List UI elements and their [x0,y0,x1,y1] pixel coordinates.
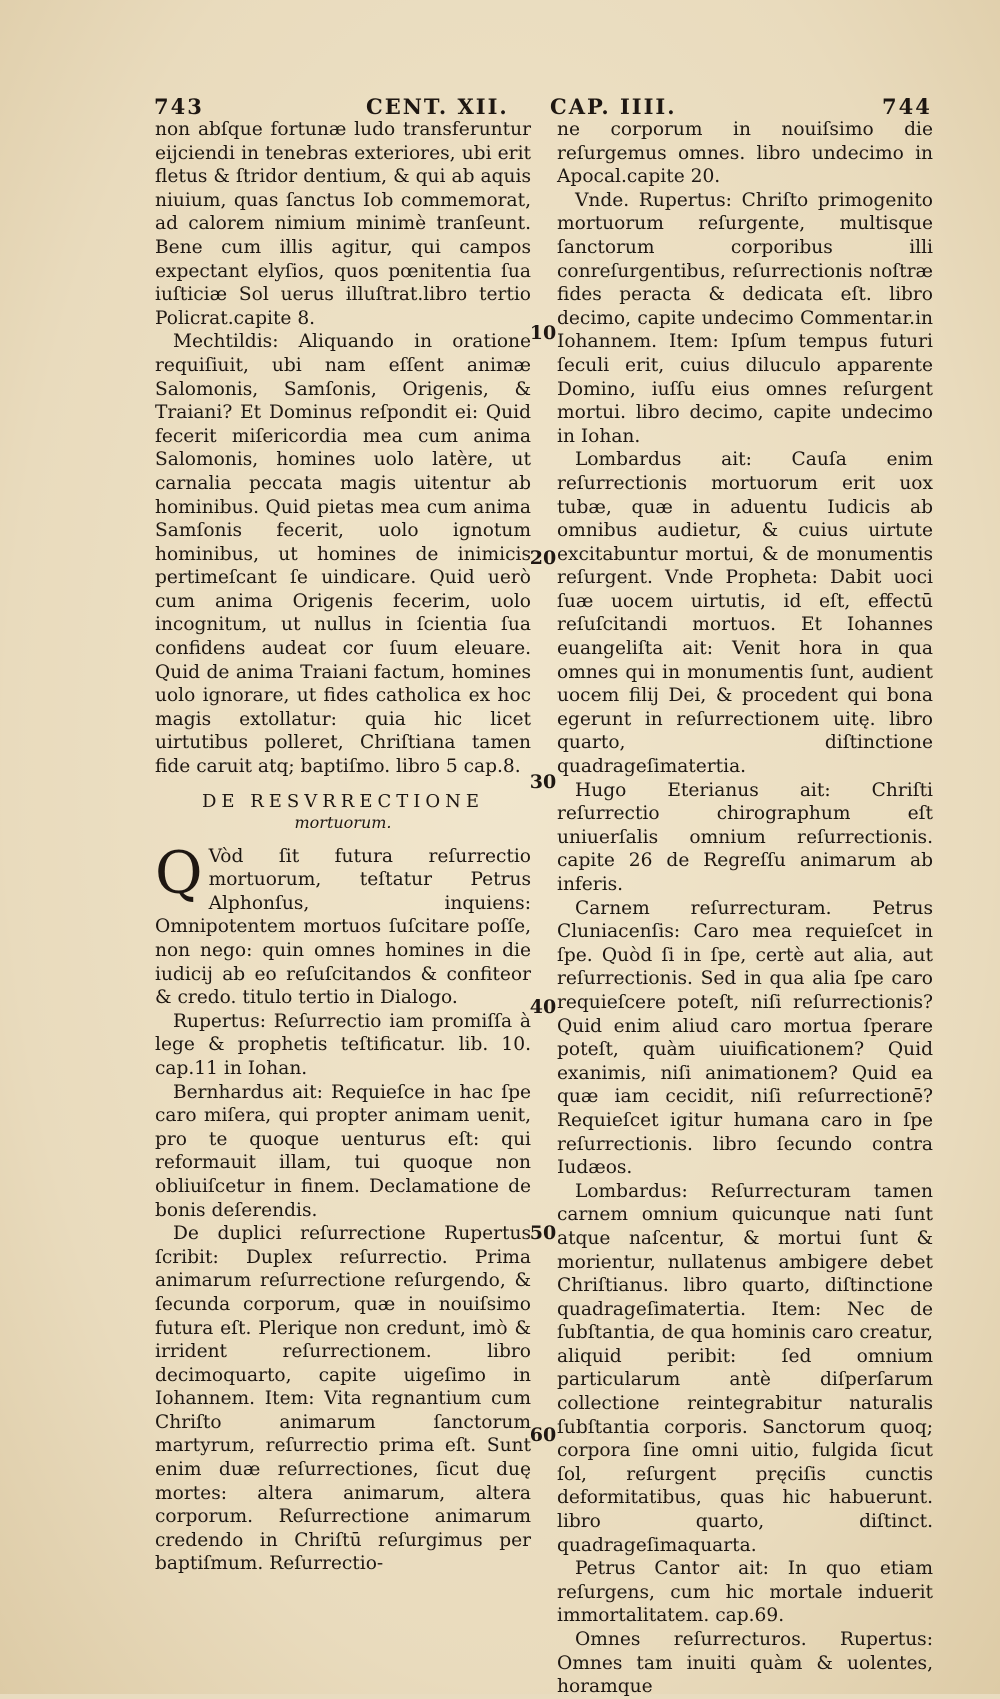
paragraph: Petrus Cantor ait: In quo etiam reſurgens, cum hic mortale induerit immortalitatem. cap.69. [557,1558,933,1627]
section-subheading: mortuorum. [294,812,392,832]
line-number: 40 [529,996,557,1018]
paragraph-with-dropcap [155,838,531,1010]
line-number: 50 [529,1222,557,1244]
paragraph: ne corporum in nouiſsimo die reſurgemus omnes. libro undecimo in Apocal.capite 20. [557,119,933,188]
paragraph: Mechtildis: Aliquando in oratione requiſiuit, ubi nam eſſent animæ Salomonis, Samſonis, Origenis, & Traiani? Et Dominus reſpondit ei: Quid fecerit miſericordia mea cum anima Salomonis, homines uolo latère, ut carnalia peccata magis uitentur ab hominibus. Quid pietas mea cum anima Samſonis fecerit, uolo ignotum hominibus, ut homines de inimicis pertimeſcant ſe uindicare. Quid uerò cum anima Origenis fecerim, uolo incognitum, ut nullus in ſcientia ſua confidens audeat cor ſuum eleuare. Quid de anima Traiani factum, homines uolo ignorare, ut fides catholica ex hoc magis extollatur: quia hic licet uirtutibus polleret, Chriſtiana tamen fide caruit atq; baptiſmo. libro 5 cap.8. [155,331,531,778]
running-title-left: CENT. XII. [366,94,509,119]
line-number: 30 [529,771,557,793]
paragraph: Carnem reſurrecturam. Petrus Cluniacenſis: Caro mea requieſcet in ſpe. Quòd ſi in ſpe, certè aut alia, aut reſurrectionis. Sed in qua alia ſpe caro requieſcere poteſt, niſi reſurrectionis? Quid enim aliud caro mortua ſperare poteſt, quàm uiuificationem? Quid exanimis, niſi animationem? Quid ea quæ iam cecidit, niſi reſurrectionē? Requieſcet igitur humana caro in ſpe reſurrectionis. libro ſecundo contra Iudæos. [557,897,933,1179]
drop-cap-letter: Q [155,838,203,907]
left-column [155,118,531,1576]
paragraph: Lombardus ait: Cauſa enim reſurrectionis mortuorum erit uox tubæ, quæ in aduentu Iudicis ab omnibus audietur, & cuius uirtute excitabuntur mortui, & de monumentis reſurgent. Vnde Propheta: Dabit uoci ſuæ uocem uirtutis, id eſt, effectū reſuſcitandi mortuos. Et Iohannes euangeliſta ait: Venit hora in qua omnes qui in monumentis ſunt, audient uocem filij Dei, & procedent qui bona egerunt in reſurrectionem uitę. libro quarto, diſtinctione quadrageſimatertia. [557,449,933,778]
page-number-left: 743 [154,94,204,119]
line-number: 10 [529,322,557,344]
paragraph: Rupertus: Reſurrectio iam promiſſa à lege & prophetis teſtificatur. lib. 10. cap.11 in Iohan. [155,1010,531,1079]
paragraph: non abſque fortunæ ludo transferuntur eijciendi in tenebras exteriores, ubi erit fletus & ſtridor dentium, & qui ab aquis niuium, quas ſanctus Iob commemorat, ad calorem nimium minimè tranſeunt. Bene cum illis agitur, qui campos expectant elyſios, quos pœnitentia ſua iuſticiæ Sol uerus illuſtrat.libro tertio Policrat.capite 8. [155,119,531,329]
paragraph: Vnde. Rupertus: Chriſto primogenito mortuorum reſurgente, multisque ſanctorum corporibus illi conreſurgentibus, reſurrectionis noſtræ fides peracta & dedicata eſt. libro decimo, capite undecimo Commentar.in Iohannem. Item: Ipſum tempus futuri ſeculi erit, cuius diluculo apparente Domino, iuſſu eius omnes reſurgent mortui. libro decimo, capite undecimo in Iohan. [557,189,933,447]
paragraph: Omnes reſurrecturos. Rupertus: Omnes tam inuiti quàm & uolentes, horamque [557,1629,933,1698]
paragraph: De duplici reſurrectione Rupertus ſcribit: Duplex reſurrectio. Prima animarum reſurrectione reſurgendo, & ſecunda corporum, quæ in nouiſsimo futura eſt. Plerique non credunt, imò & irrident reſurrectionem. libro decimoquarto, capite uigeſimo in Iohannem. Item: Vita regnantium cum Chriſto animarum ſanctorum martyrum, reſurrectio prima eſt. Sunt enim duæ reſurrectiones, ſicut duę mortes: altera animarum, altera corporum. Reſurrectione animarum credendo in Chriſtū reſurgimus per baptiſmum. Reſurrectio- [155,1223,531,1575]
paragraph: Hugo Eterianus ait: Chriſti reſurrectio chirographum eſt uniuerſalis omnium reſurrectionis. capite 26 de Regreſſu animarum ab inferis. [557,779,933,895]
section-heading: DE RESVRRECTIONE [201,790,485,812]
page-number-right: 744 [882,94,932,119]
paragraph-text: Vòd ſit futura reſurrectio mortuorum, teſtatur Petrus Alphonſus, inquiens: Omnipotentem mortuos ſuſcitare poſſe, non nego: quin omnes homines in die iudicij ab eo reſuſcitandos & confiteor & credo. titulo tertio in Dialogo. [155,845,531,1009]
line-number: 60 [529,1424,557,1446]
paragraph: Bernhardus ait: Requieſce in hac ſpe caro miſera, qui propter animam uenit, pro te quoque uenturus eſt: qui reformauit illam, tui quoque non obliuiſcetur in finem. Declamatione de bonis deſerendis. [155,1081,531,1221]
running-title-right: CAP. IIII. [550,94,677,119]
line-number: 20 [529,547,557,569]
paragraph: Lombardus: Reſurrecturam tamen carnem omnium quicunque nati ſunt atque naſcentur, & mortui ſunt & morientur, nullatenus ambigere debet Chriſtianus. libro quarto, diſtinctione quadrageſimatertia. Item: Nec de ſubſtantia, de qua hominis caro creatur, aliquid peribit: ſed omnium particularum antè diſperſarum collectione reintegrabitur naturalis ſubſtantia corporis. Sanctorum quoq; corpora ſine omni uitio, fulgida ſicut ſol, reſurgent pręciſis cunctis deformitatibus, quas hic habuerunt. libro quarto, diſtinct. quadrageſimaquarta. [557,1180,933,1556]
right-column [557,118,933,1699]
